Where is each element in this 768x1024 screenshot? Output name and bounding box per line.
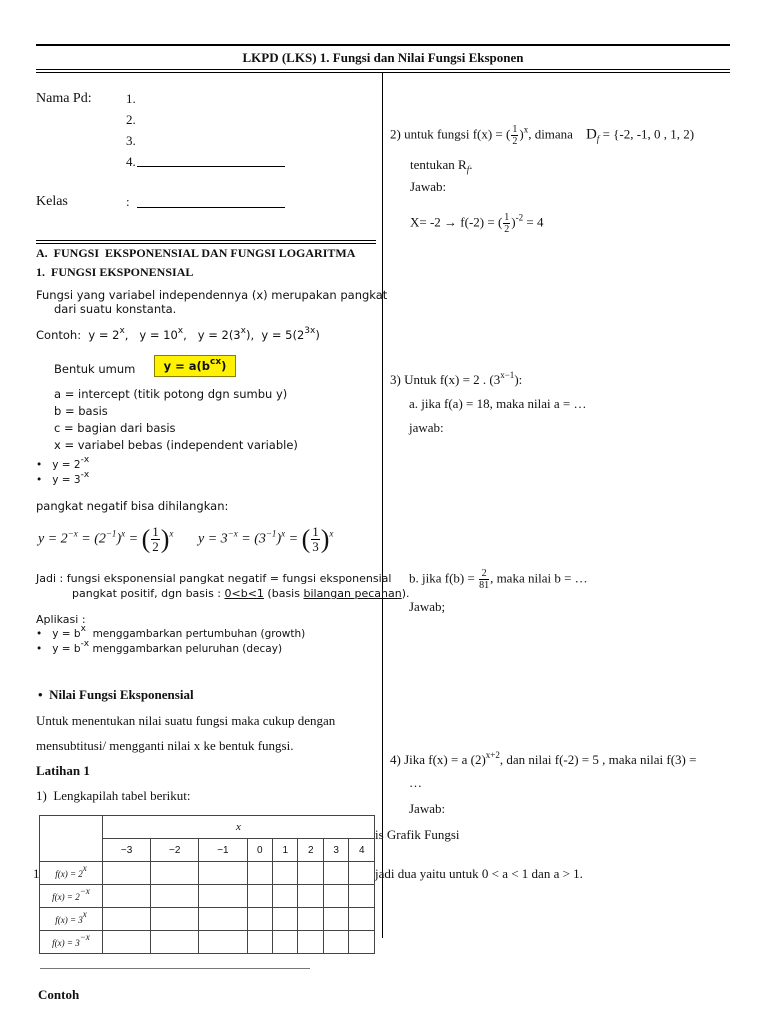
formula-left: $y = 2^{-x} = (2^{-1})^x$ = ( $\frac{1}{2}$ )$^x$	[38, 524, 174, 554]
exercise-table	[39, 815, 375, 954]
table-row	[40, 862, 375, 885]
table-cell[interactable]	[151, 931, 199, 954]
table-cell[interactable]	[349, 931, 375, 954]
question-1: 1) Lengkapilah tabel berikut:	[36, 788, 191, 803]
table-cell[interactable]	[298, 885, 323, 908]
q2-ans-exp: -2	[515, 212, 524, 223]
q3-exp: x−1	[500, 370, 515, 380]
row-label-exp: −x	[79, 885, 90, 896]
q2-ans-num: 1	[504, 212, 510, 223]
q2-line2-sub: f	[466, 164, 470, 175]
table-cell[interactable]	[349, 862, 375, 885]
q2-line2-dot: .	[469, 157, 473, 172]
table-col-header: 0	[247, 839, 272, 862]
general-form-close: )	[221, 359, 227, 373]
table-cell[interactable]	[103, 931, 151, 954]
q3-part-a: a. jika f(a) = 18, maka nilai a = …	[409, 396, 587, 411]
q4-text-a: 4) Jika f(x) = a (2)	[390, 752, 486, 767]
application-2: • $y = b^{-x}$ menggambarkan peluruhan (decay)	[36, 639, 283, 655]
table-cell[interactable]	[349, 885, 375, 908]
table-cell[interactable]	[273, 908, 298, 931]
row-label-exp: −x	[79, 931, 90, 942]
latihan-heading: Latihan 1	[36, 763, 90, 778]
q2-D-sub: f	[596, 134, 600, 145]
table-cell[interactable]	[323, 931, 348, 954]
table-cell[interactable]	[199, 862, 247, 885]
q2-line2-text: tentukan R	[410, 157, 467, 172]
q2-ans-b: )	[511, 214, 516, 230]
conclusion-2-b: 0<b<1	[224, 587, 264, 600]
term-a: a = intercept (titik potong dgn sumbu y)	[54, 387, 288, 401]
partial-text-2: jadi dua yaitu untuk 0 < a < 1 dan a > 1.	[375, 866, 583, 881]
general-form-exp: cx	[209, 357, 222, 367]
row-label-text: f(x) = 3	[55, 914, 83, 925]
q4-jawab: Jawab:	[409, 801, 446, 816]
table-cell[interactable]	[103, 885, 151, 908]
name-item-3: 3.	[126, 133, 136, 148]
table-cell[interactable]	[273, 862, 298, 885]
class-colon: :	[126, 194, 130, 209]
q3-part-b	[409, 568, 588, 591]
q2-frac-den: 2	[512, 136, 518, 147]
q2-text-c: , dimana	[528, 126, 573, 142]
name-item-1: 1.	[126, 91, 136, 106]
table-col-header: 4	[349, 839, 375, 862]
page-title: LKPD (LKS) 1. Fungsi dan Nilai Fungsi Eksponen	[242, 50, 524, 65]
table-cell[interactable]	[103, 908, 151, 931]
formula-right: $y = 3^{-x} = (3^{-1})^x$ = ( $\frac{1}{3}$ )$^x$	[198, 524, 334, 554]
general-form-box	[154, 355, 236, 377]
application-1-text: menggambarkan pertumbuhan (growth)	[92, 628, 306, 640]
section-a-heading: A. FUNGSI EKSPONENSIAL DAN FUNGSI LOGARITMA	[36, 246, 356, 260]
table-cell[interactable]	[298, 931, 323, 954]
q2-text-a: 2) untuk fungsi f(x) = (	[390, 126, 511, 142]
general-form-text: y = a(b	[163, 359, 210, 373]
q3-b-den: 81	[479, 580, 490, 591]
table-row	[40, 885, 375, 908]
q4-dots: …	[409, 775, 422, 790]
table-col-header: −1	[199, 839, 247, 862]
table-cell[interactable]	[151, 908, 199, 931]
question-4	[390, 752, 696, 768]
q3-jawab-2: Jawab;	[409, 599, 446, 614]
bullet-example-2: • $y = 3^{-x}$	[36, 470, 90, 486]
application-2-text: menggambarkan peluruhan (decay)	[92, 643, 283, 655]
q2-frac-num: 1	[512, 124, 518, 135]
table-cell[interactable]	[247, 908, 272, 931]
term-x: x = variabel bebas (independent variable)	[54, 438, 298, 452]
table-cell[interactable]	[199, 931, 247, 954]
row-label-text: f(x) = 3	[52, 937, 80, 948]
q2-ans-a: X= -2 → f(-2) = (	[410, 214, 503, 230]
table-var-header: x	[103, 816, 375, 839]
row-label-exp: x	[82, 862, 87, 873]
examples-prefix: Contoh:	[36, 328, 82, 342]
table-cell[interactable]	[247, 931, 272, 954]
column-divider	[382, 72, 383, 938]
bullet-example-1: • $y = 2^{-x}$	[36, 455, 90, 471]
nilai-text-1: Untuk menentukan nilai suatu fungsi maka cukup dengan	[36, 713, 336, 728]
application-label: Aplikasi :	[36, 613, 86, 626]
partial-text-1: is Grafik Fungsi	[375, 827, 460, 842]
table-cell[interactable]	[273, 931, 298, 954]
row-label-text: f(x) = 2	[55, 868, 83, 879]
q2-line-2	[410, 157, 472, 175]
title-rule	[36, 69, 730, 70]
q2-fraction	[511, 124, 518, 147]
name-item-4: 4.	[126, 154, 136, 169]
table-col-header: −2	[151, 839, 199, 862]
row-label-text: f(x) = 2	[52, 891, 80, 902]
q4-text-b: , dan nilai f(-2) = 5 , maka nilai f(3) =	[499, 752, 697, 767]
top-rule	[36, 44, 730, 46]
table-row-label	[40, 862, 103, 885]
row-label-exp: x	[82, 908, 87, 919]
conclusion-2-d: bilangan pecahan	[303, 587, 402, 600]
table-cell[interactable]	[349, 908, 375, 931]
q2-ans-c: = 4	[523, 214, 544, 230]
name-item-2: 2.	[126, 112, 136, 127]
table-row-label	[40, 908, 103, 931]
q3-part-b-b: , maka nilai b = …	[490, 570, 588, 586]
conclusion-1: Jadi : fungsi eksponensial pangkat negatif = fungsi eksponensial	[36, 572, 392, 585]
examples-line: Contoh: $y = 2^x$, $y = 10^x$, $y = 2(3^x)$, $y = 5(2^{3x})$	[36, 326, 320, 342]
table-cell[interactable]	[103, 862, 151, 885]
table-cell[interactable]	[298, 908, 323, 931]
definition-text: Fungsi yang variabel independennya (x) merupakan pangkat	[36, 288, 388, 302]
q4-exp: x+2	[485, 750, 500, 760]
name-label: Nama Pd:	[36, 91, 92, 106]
section-rule	[36, 240, 376, 241]
table-cell[interactable]	[151, 862, 199, 885]
general-form-label: Bentuk umum	[54, 362, 136, 376]
definition-text-2: dari suatu konstanta.	[54, 302, 177, 316]
table-row	[40, 908, 375, 931]
class-field[interactable]	[137, 207, 285, 208]
table-col-header: 2	[298, 839, 323, 862]
nilai-text-2: mensubtitusi/ mengganti nilai x ke bentuk fungsi.	[36, 738, 294, 753]
question-3	[390, 372, 522, 388]
table-col-header: 1	[273, 839, 298, 862]
nilai-heading-text: Nilai Fungsi Eksponensial	[49, 687, 194, 702]
q2-D: D	[585, 126, 597, 143]
q3-text-b: ):	[514, 372, 523, 387]
q3-jawab: jawab:	[409, 420, 444, 435]
table-cell[interactable]	[323, 885, 348, 908]
table-cell[interactable]	[323, 862, 348, 885]
table-cell[interactable]	[199, 908, 247, 931]
subsection-heading: 1. FUNGSI EKSPONENSIAL	[36, 265, 194, 279]
q2-set: = {-2, -1, 0 , 1, 2)	[602, 126, 695, 142]
table-row-label	[40, 885, 103, 908]
table-row-label	[40, 931, 103, 954]
q3-b-num: 2	[479, 568, 489, 580]
term-c: c = bagian dari basis	[54, 421, 176, 435]
conclusion-2	[72, 587, 410, 600]
table-cell[interactable]	[151, 885, 199, 908]
table-col-header: −3	[103, 839, 151, 862]
nilai-heading: • Nilai Fungsi Eksponensial	[38, 687, 194, 702]
conclusion-2-c: (basis	[263, 587, 304, 600]
q2-answer	[410, 212, 543, 235]
negative-intro: pangkat negatif bisa dihilangkan:	[36, 499, 229, 513]
table-cell[interactable]	[247, 862, 272, 885]
q2-text-b: )	[519, 126, 524, 142]
title-rule-2	[36, 72, 730, 73]
q2-ans-fraction	[503, 212, 510, 235]
question-2	[390, 124, 694, 147]
table-cell[interactable]	[247, 885, 272, 908]
table-col-header: 3	[323, 839, 348, 862]
q3-text-a: 3) Untuk f(x) = 2 . (3	[390, 372, 501, 387]
conclusion-2-e: ).	[401, 587, 410, 600]
table-cell[interactable]	[199, 885, 247, 908]
conclusion-2-a: pangkat positif, dgn basis :	[72, 587, 225, 600]
table-cell[interactable]	[323, 908, 348, 931]
class-label: Kelas	[36, 194, 68, 209]
table-ruler	[40, 964, 310, 969]
q2-ans-den: 2	[504, 224, 510, 235]
contoh-heading: Contoh	[38, 987, 80, 1002]
table-cell[interactable]	[273, 885, 298, 908]
term-b: b = basis	[54, 404, 108, 418]
q2-jawab: Jawab:	[410, 179, 447, 194]
section-rule-2	[36, 243, 376, 244]
q2-exp: x	[523, 124, 529, 135]
q3-part-b-a: b. jika f(b) =	[409, 570, 475, 586]
table-cell[interactable]	[298, 862, 323, 885]
name-field-4[interactable]	[137, 166, 285, 167]
q3-b-fraction	[479, 568, 489, 591]
table-row	[40, 931, 375, 954]
application-1: • $y = b^x$ menggambarkan pertumbuhan (growth)	[36, 624, 306, 640]
partial-left-digit: 1	[33, 866, 40, 881]
table-corner	[40, 816, 103, 862]
